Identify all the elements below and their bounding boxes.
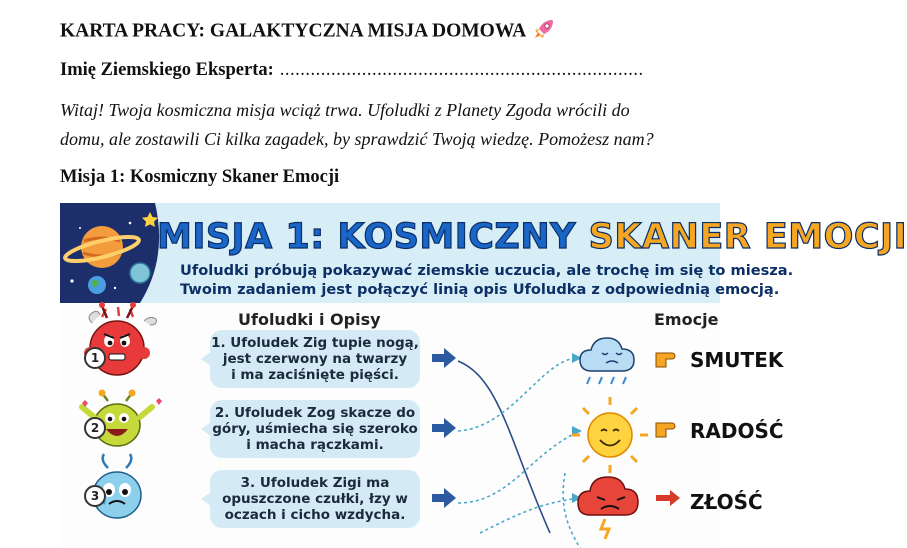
emotion-label-anger[interactable]: ZŁOŚĆ — [690, 490, 763, 514]
matching-lines — [458, 358, 580, 548]
mission-1-heading: Misja 1: Kosmiczny Skaner Emocji — [60, 167, 340, 187]
red-arrow-icon — [656, 490, 680, 506]
pointing-hand-icons — [656, 353, 675, 437]
description-1-line-3: i ma zaciśnięte pięści. — [231, 367, 399, 383]
sun-icon — [572, 397, 648, 473]
description-2-line-3: i macha rączkami. — [246, 437, 384, 453]
column-header-aliens: Ufoludki i Opisy — [238, 310, 381, 329]
card-title-orange: SKANER EMOCJI — [588, 217, 907, 257]
card-subtitle-line-1: Ufoludki próbują pokazywać ziemskie uczucia, ale trochę im się to miesza. — [180, 262, 794, 279]
card-subtitle-line-2: Twoim zadaniem jest połączyć linią opis Ufoludka z odpowiednią emocją. — [180, 281, 780, 298]
description-bubble-2[interactable] — [210, 400, 420, 458]
card-subtitle — [180, 261, 793, 299]
expert-name-field[interactable]: ....................................................................... — [279, 60, 644, 80]
line-arrowheads — [572, 353, 582, 503]
emotion-label-sadness[interactable]: SMUTEK — [690, 348, 784, 372]
card-title — [157, 217, 907, 257]
description-3-line-2: opuszczone czułki, łzy w — [222, 491, 408, 507]
intro-line-1: Witaj! Twoja kosmiczna misja wciąż trwa. Ufoludki z Planety Zgoda wrócili do — [60, 100, 630, 120]
small-planet-icon — [130, 263, 150, 283]
arrow-icons — [432, 348, 456, 508]
description-2-line-1: 2. Ufoludek Zog skacze do — [214, 405, 416, 421]
mission-1-card — [60, 203, 907, 548]
match-line-5 — [563, 473, 580, 548]
description-1-line-1: 1. Ufoludek Zig tupie nogą, — [211, 335, 419, 351]
rain-cloud-icon — [580, 338, 634, 384]
expert-name-label: Imię Ziemskiego Eksperta: — [60, 60, 274, 80]
emotion-label-joy[interactable]: RADOŚĆ — [690, 419, 784, 443]
description-bubble-1[interactable] — [210, 330, 420, 388]
description-bubble-3[interactable] — [210, 470, 420, 528]
description-1-line-2: jest czerwony na twarzy — [222, 351, 408, 367]
number-badge-2: 2 — [84, 417, 106, 439]
description-2-line-2: góry, uśmiecha się szeroko — [212, 421, 418, 437]
intro-paragraph — [60, 96, 720, 154]
column-header-emotions: Emocje — [654, 310, 719, 329]
match-line-2 — [458, 358, 575, 431]
card-title-blue: MISJA 1: KOSMICZNY — [157, 217, 589, 257]
description-3-line-3: oczach i cicho wzdycha. — [224, 507, 406, 523]
number-badge-3: 3 — [84, 485, 106, 507]
intro-line-2: domu, ale zostawili Ci kilka zagadek, by sprawdzić Twoją wiedzę. Pomożesz nam? — [60, 129, 654, 149]
match-line-3 — [458, 431, 580, 503]
expert-name-line — [60, 60, 644, 81]
rocket-icon — [532, 17, 556, 47]
description-3-line-1: 3. Ufoludek Zigi ma — [240, 475, 390, 491]
angry-cloud-icon — [578, 477, 638, 539]
number-badge-1: 1 — [84, 347, 106, 369]
worksheet-title-text: KARTA PRACY: GALAKTYCZNA MISJA DOMOWA — [60, 20, 527, 42]
worksheet-title — [60, 17, 556, 47]
